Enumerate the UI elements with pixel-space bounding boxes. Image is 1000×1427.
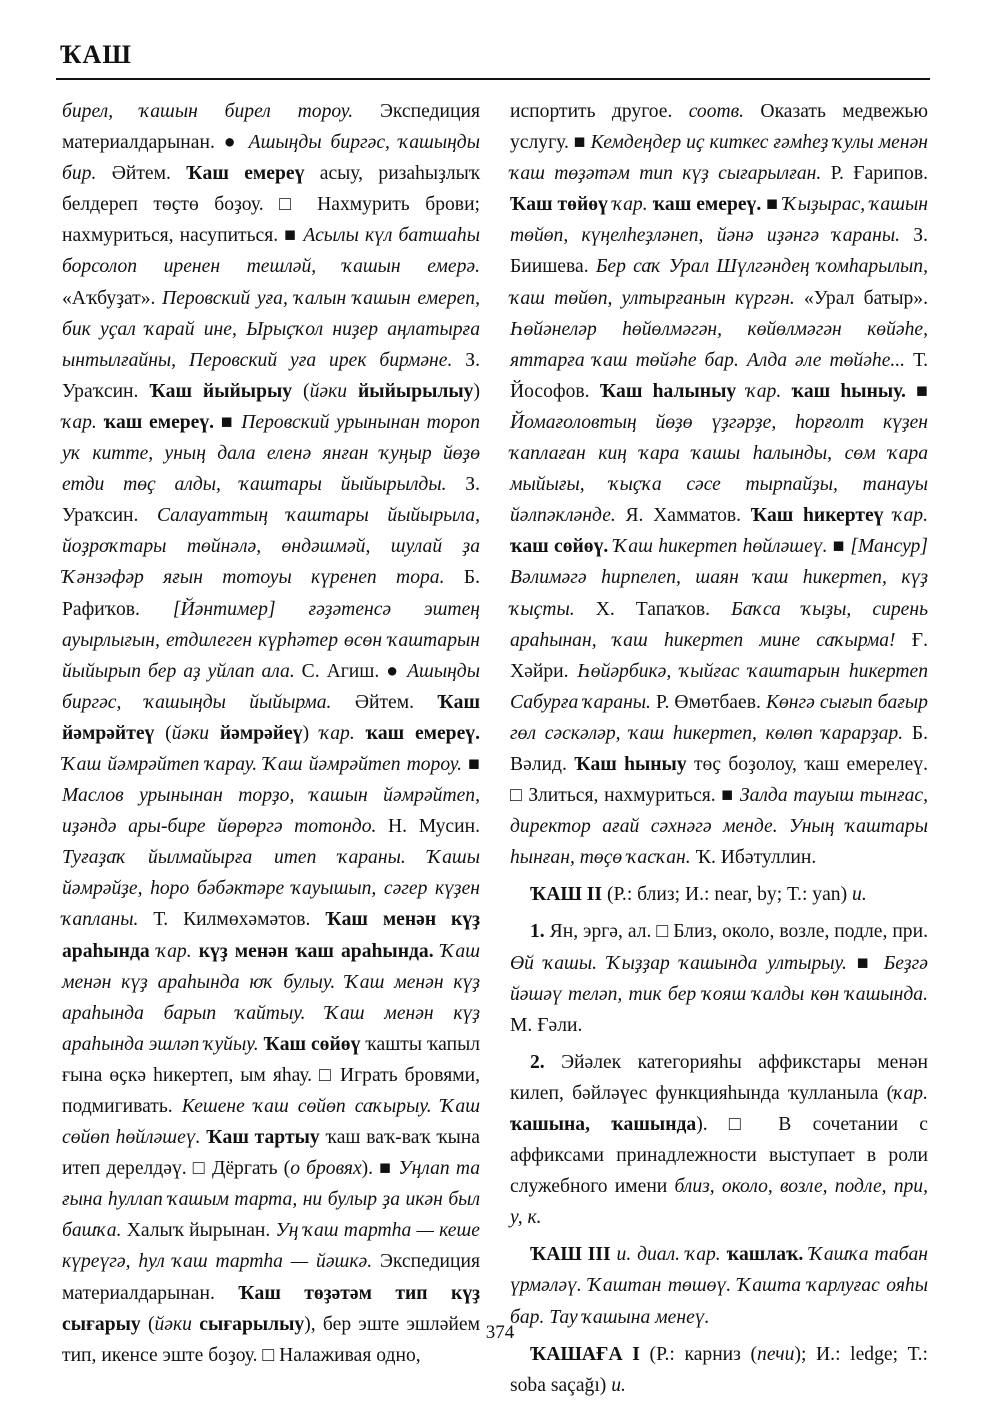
sense-1: 1. Ян, эргә, ал. □ Близ, около, возле, подле, при. Өй ҡашы. Ҡыҙҙар ҡашында ултырыу. ■ Беҙгә йәшәү теләп, тик бер ҡояш ҡалды көн ҡашында. М. Ғәли. [510,921,928,1036]
headword-entry-kashaga-1: ҠАШАҒА I (Р.: карниз (печи); И.: ledge; Т.: soba saçağı) и. [510,1343,928,1396]
right-column [510,96,928,1401]
header-rule [56,78,930,80]
dictionary-entry-text: испортить другое. соотв. Оказать медвежью услугу. ■ Кемдеңдер иҫ киткес ғәмһеҙ ҡулы менән ҡаш төҙәтәм тип күҙ сығарылған. Р. Ғарипов. Ҡаш төйөү ҡар. ҡаш емереү. ■ Ҡыҙырас, ҡашын төйөп, күңелһеҙләнеп, йәнә иҙәнгә ҡараны. З. Биишева. Бер саҡ Урал Шүлгәндең ҡомһарылып, ҡаш төйөп, ултырғанын күргән. «Урал батыр». Һөйәнеләр һөйөлмәгән, көйөлмәгән көйәһе, яттарға ҡаш төйәһе бар. Алда әле төйәһе... Т. Йософов. Ҡаш һалыныу ҡар. ҡаш һыныу. ■ Йомағоловтың йөҙө үҙгәрҙе, һорғолт күҙен ҡаплаған киң ҡара ҡашы һалынды, сөм ҡара мыйығы, ҡыҫҡа сәсе тырпайҙы, танауы йәлпәкләнде. Я. Хамматов. Ҡаш һикертеү ҡар. ҡаш сөйөү. Ҡаш һикертеп һөйләшеү. ■ [Мансур] Вәлимәгә һирпелеп, шаян ҡаш һикертеп, күҙ ҡыҫты. Х. Тапаҡов. Баҡса ҡыҙы, сирень араһынан, ҡаш һикертеп мине саҡырма! Ғ. Хәйри. Һөйәрбикә, ҡыйғас ҡаштарын һикертеп Сабурға ҡараны. Р. Өмөтбаев. Көнгә сығып бағыр гөл сәскәләр, ҡаш һикертеп, көлөп ҡарарҙар. Б. Вәлид. Ҡаш һыныу төҫ боҙолоу, ҡаш емерелеү. □ Злиться, нахмуриться. ■ Залда тауыш тынғас, директор ағай сәхнәгә менде. Уның ҡаштары һынған, төҫө ҡасҡан. Ҡ. Ибәтуллин. [510,101,929,869]
running-head: ҠАШ [60,40,132,69]
sense-2: 2. Эйәлек категорияһы аффикстары менән килеп, бәйләүес функцияһында ҡулланыла (ҡар. ҡашына, ҡашында). □ В сочетании с аффиксами принадлежности выступает в роли служебного имени близ, около, возле, подле, при, у, к. [510,1051,929,1229]
page-number: 374 [485,1322,515,1343]
left-column [62,96,480,1371]
headword-entry-kash-3: ҠАШ III и. диал. ҡар. ҡашлаҡ. Ҡашҡа табан үрмәләү. Ҡаштан төшөү. Ҡашта ҡарлуғас ояһы бар. Тау ҡашына менеү. [510,1244,929,1328]
headword-entry-kash-2: ҠАШ II (Р.: близ; И.: near, by; Т.: yan) и. [530,884,867,906]
dictionary-entry-text: бирел, ҡашын бирел тороу. Экспедиция материалдарынан. ● Ашыңды биргәс, ҡашыңды бир. Әйтем. Ҡаш емереү асыу, ризаһыҙлыҡ белдереп төҫтө боҙоу. □ Нахмурить брови; нахмуриться, насупиться. ■ Асылы күл батшаһы борсолоп иренен тешләй, ҡашын емерә. «Аҡбуҙат». Перовский уға, ҡалын ҡашын емереп, бик уҫал ҡарай ине, Ырыҫҡол ниҙер аңлатырға ынтылғайны, Перовский уға ирек бирмәне. З. Ураҡсин. Ҡаш йыйырыу (йәки йыйырылыу) ҡар. ҡаш емереү. ■ Перовский урынынан тороп уҡ китте, уның дала еленә янған ҡуңыр йөҙө етди төҫ алды, ҡаштары йыйырылды. З. Ураҡсин. Салауаттың ҡаштары йыйырыла, йоҙроҡтары төйнәлә, өндәшмәй, шулай ҙа Ҡәнзәфәр яғын тотоуы күренеп тора. Б. Рафиҡов. [Йәнтимер] ғәҙәтенсә эштең ауырлығын, етдилеген күрһәтер өсөн ҡаштарын йыйырып бер аҙ уйлап ала. С. Агиш. ● Ашыңды биргәс, ҡашыңды йыйырма. Әйтем. Ҡаш йәмрәйтеү (йәки йәмрәйеү) ҡар. ҡаш емереү. Ҡаш йәмрәйтеп ҡарау. Ҡаш йәмрәйтеп тороу. ■ Маслов урынынан торҙо, ҡашын йәмрәйтеп, иҙәндә ары-бире йөрөргә тотондо. Н. Мусин. Туғаҙаҡ йылмайырға итеп ҡараны. Ҡашы йәмрәйҙе, һоро бәбәктәре ҡауышып, сәгер күҙен ҡапланы. Т. Килмөхәмәтов. Ҡаш менән күҙ араһында ҡар. күҙ менән ҡаш араһында. Ҡаш менән күҙ араһында юҡ булыу. Ҡаш менән күҙ араһында барып ҡайтыу. Ҡаш менән күҙ араһында эшләп ҡуйыу. Ҡаш сөйөү ҡашты ҡапыл ғына өҫкә һикертеп, ым яһау. □ Играть бровями, подмигивать. Кешене ҡаш сөйөп саҡырыу. Ҡаш сөйөп һөйләшеү. Ҡаш тартыу ҡаш ваҡ-ваҡ ҡына итеп дерелдәү. □ Дёргать (о бровях). ■ Уңлап та ғына һуллап ҡашым тарта, ни булыр ҙа икән был башҡа. Халыҡ йырынан. Уң ҡаш тартһа — кеше күреүгә, һул ҡаш тартһа — йәшкә. Экспедиция материалдарынан. Ҡаш төҙәтәм тип күҙ сығарыу (йәки сығарылыу), бер эште эшләйем тип, икенсе эште боҙоу. □ Налаживая одно, [62,101,481,1366]
